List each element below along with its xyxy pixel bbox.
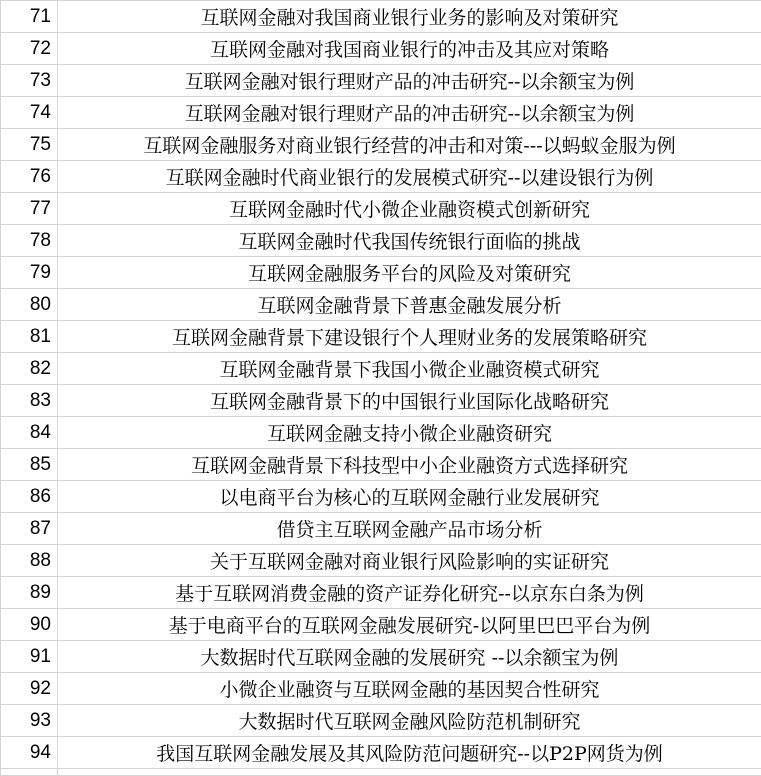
table-row <box>1 641 761 673</box>
table-row <box>1 97 761 129</box>
table-row <box>1 161 761 193</box>
title-cell[interactable]: 互联网金融支持小微企业融资研究 <box>58 417 761 449</box>
title-cell[interactable]: 互联网金融时代商业银行的发展模式研究--以建设银行为例 <box>58 161 761 193</box>
row-number-cell[interactable]: 77 <box>1 193 58 225</box>
row-number-cell[interactable]: 71 <box>1 1 58 33</box>
title-cell[interactable]: 互联网金融对银行理财产品的冲击研究--以余额宝为例 <box>58 97 761 129</box>
row-number-cell[interactable]: 87 <box>1 513 58 545</box>
table-row <box>1 65 761 97</box>
title-cell[interactable]: 互联网金融背景下普惠金融发展分析 <box>58 289 761 321</box>
table-row <box>1 417 761 449</box>
title-cell[interactable]: 基于电商平台的互联网金融发展研究-以阿里巴巴平台为例 <box>58 609 761 641</box>
row-number-cell[interactable]: 75 <box>1 129 58 161</box>
table-row <box>1 673 761 705</box>
title-cell[interactable]: 互联网金融背景下我国小微企业融资模式研究 <box>58 353 761 385</box>
table-row <box>1 609 761 641</box>
row-number-cell[interactable]: 93 <box>1 705 58 737</box>
table-row <box>1 33 761 65</box>
title-cell[interactable]: 大数据时代互联网金融风险防范机制研究 <box>58 705 761 737</box>
table-row <box>1 449 761 481</box>
row-number-cell[interactable]: 92 <box>1 673 58 705</box>
title-cell-empty[interactable] <box>58 769 761 776</box>
row-number-cell[interactable]: 73 <box>1 65 58 97</box>
next-row-partial <box>1 769 761 776</box>
row-number-cell[interactable]: 91 <box>1 641 58 673</box>
title-cell[interactable]: 借贷主互联网金融产品市场分析 <box>58 513 761 545</box>
title-cell[interactable]: 互联网金融时代小微企业融资模式创新研究 <box>58 193 761 225</box>
row-number-cell[interactable]: 74 <box>1 97 58 129</box>
row-number-cell[interactable]: 81 <box>1 321 58 353</box>
row-number-cell[interactable]: 72 <box>1 33 58 65</box>
row-number-cell[interactable]: 89 <box>1 577 58 609</box>
title-cell[interactable]: 互联网金融对我国商业银行业务的影响及对策研究 <box>58 1 761 33</box>
table-row <box>1 705 761 737</box>
title-cell[interactable]: 基于互联网消费金融的资产证券化研究--以京东白条为例 <box>58 577 761 609</box>
table-row <box>1 321 761 353</box>
table-row <box>1 225 761 257</box>
table-row <box>1 577 761 609</box>
title-cell[interactable]: 互联网金融服务平台的风险及对策研究 <box>58 257 761 289</box>
table-row <box>1 545 761 577</box>
title-cell[interactable]: 大数据时代互联网金融的发展研究 --以余额宝为例 <box>58 641 761 673</box>
title-cell[interactable]: 互联网金融背景下科技型中小企业融资方式选择研究 <box>58 449 761 481</box>
table-row <box>1 513 761 545</box>
table-row <box>1 737 761 769</box>
row-number-cell[interactable]: 78 <box>1 225 58 257</box>
table-row <box>1 193 761 225</box>
table-row <box>1 129 761 161</box>
title-cell[interactable]: 关于互联网金融对商业银行风险影响的实证研究 <box>58 545 761 577</box>
row-number-cell[interactable]: 94 <box>1 737 58 769</box>
table-row <box>1 289 761 321</box>
row-number-cell-empty[interactable] <box>1 769 58 776</box>
title-cell[interactable]: 互联网金融对银行理财产品的冲击研究--以余额宝为例 <box>58 65 761 97</box>
title-cell[interactable]: 互联网金融时代我国传统银行面临的挑战 <box>58 225 761 257</box>
title-cell[interactable]: 我国互联网金融发展及其风险防范问题研究--以P2P网货为例 <box>58 737 761 769</box>
title-cell[interactable]: 互联网金融背景下的中国银行业国际化战略研究 <box>58 385 761 417</box>
title-cell[interactable]: 小微企业融资与互联网金融的基因契合性研究 <box>58 673 761 705</box>
row-number-cell[interactable]: 80 <box>1 289 58 321</box>
title-cell[interactable]: 互联网金融服务对商业银行经营的冲击和对策---以蚂蚁金服为例 <box>58 129 761 161</box>
table-row <box>1 257 761 289</box>
row-number-cell[interactable]: 88 <box>1 545 58 577</box>
title-cell[interactable]: 互联网金融背景下建设银行个人理财业务的发展策略研究 <box>58 321 761 353</box>
row-number-cell[interactable]: 84 <box>1 417 58 449</box>
row-number-cell[interactable]: 85 <box>1 449 58 481</box>
row-number-cell[interactable]: 82 <box>1 353 58 385</box>
row-number-cell[interactable]: 86 <box>1 481 58 513</box>
row-number-cell[interactable]: 76 <box>1 161 58 193</box>
table-row <box>1 481 761 513</box>
row-number-cell[interactable]: 83 <box>1 385 58 417</box>
title-cell[interactable]: 互联网金融对我国商业银行的冲击及其应对策略 <box>58 33 761 65</box>
table-row <box>1 353 761 385</box>
row-number-cell[interactable]: 79 <box>1 257 58 289</box>
table-row <box>1 1 761 33</box>
table-body <box>1 1 761 776</box>
title-cell[interactable]: 以电商平台为核心的互联网金融行业发展研究 <box>58 481 761 513</box>
table-row <box>1 385 761 417</box>
row-number-cell[interactable]: 90 <box>1 609 58 641</box>
